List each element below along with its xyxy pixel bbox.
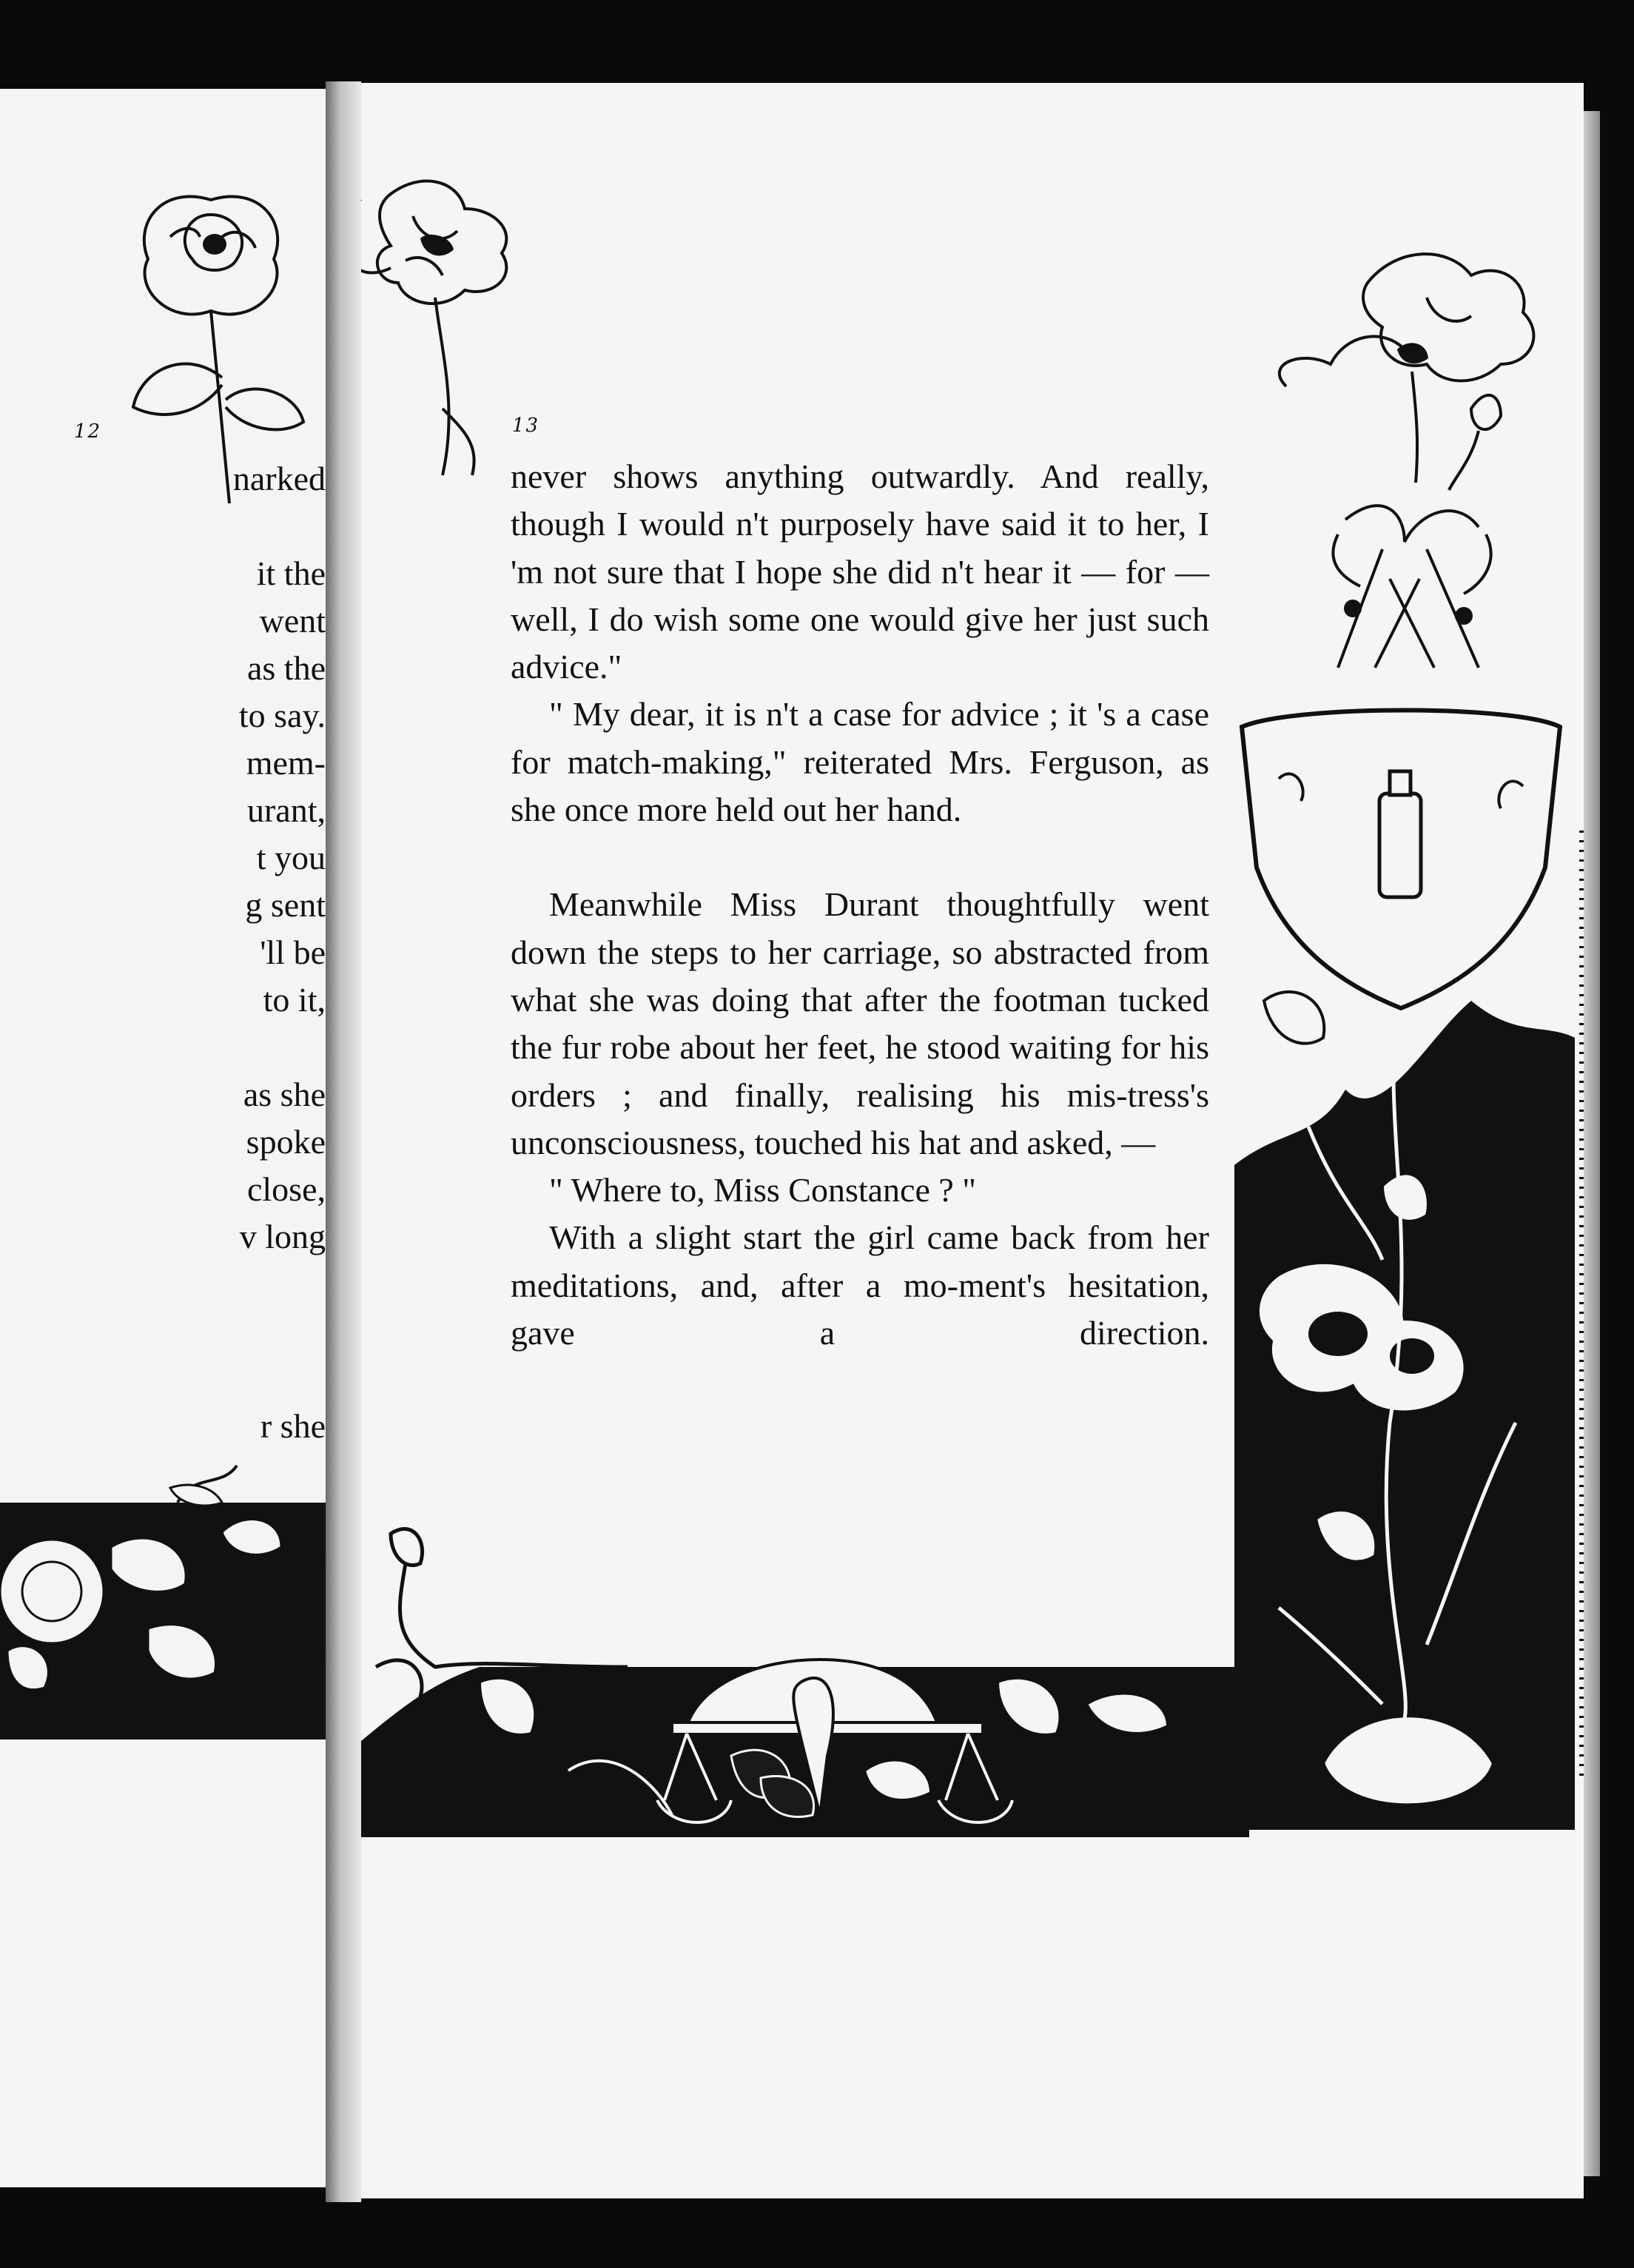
page-number-left: 12 (74, 420, 102, 443)
left-page-text (0, 455, 326, 1545)
scales-ornament (361, 1460, 1249, 1845)
right-page-text (511, 453, 1209, 1357)
text-line: as she (243, 1076, 326, 1113)
text-line: v long (239, 1218, 326, 1255)
book-gutter (326, 81, 361, 2202)
text-line: went (259, 602, 326, 640)
paragraph: Meanwhile Miss Durant thoughtfully went down the steps to her carriage, so abstracted from what she was doing that after the footman tucked the fur robe about her feet, he stood waiting for his orders ; and finally, realising his mis-tress's unconsciousness, touched his hat and asked, — (511, 885, 1209, 1161)
paragraph: " Where to, Miss Constance ? " (549, 1171, 977, 1210)
page-number-right: 13 (512, 415, 540, 437)
text-line: urant, (246, 791, 326, 829)
text-line: 'll be (260, 933, 326, 971)
right-page (361, 83, 1584, 2198)
text-line: mem- (246, 744, 326, 782)
text-line: t you (256, 839, 326, 876)
text-line: close, (246, 1170, 326, 1208)
left-page (0, 89, 326, 2187)
text-line: g sent (245, 886, 326, 924)
text-line: narked (232, 460, 326, 497)
page-edge (1584, 111, 1600, 2176)
text-line: as the (246, 649, 326, 687)
text-line: it the (256, 554, 326, 592)
text-line: to it, (263, 981, 326, 1019)
paragraph: never shows anything outwardly. And really, though I would n't purposely have said it to her, I 'm not sure that I hope she did n't hear it — for — well, I do wish some one would give her just such advice." (511, 457, 1209, 686)
text-line: to say. (238, 697, 326, 734)
paragraph: " My dear, it is n't a case for advice ; it 's a case for match-making," reiterated Mrs. Ferguson, as she once more held out her hand. (511, 695, 1209, 829)
poppy-border-illustration (1234, 164, 1584, 1926)
rose-border-ornament (0, 1443, 326, 1739)
text-line: r she (260, 1407, 326, 1445)
text-line: spoke (246, 1123, 326, 1161)
paragraph: With a slight start the girl came back from her meditations, and, after a mo-ment's hesitation, gave a direction. (511, 1218, 1209, 1352)
